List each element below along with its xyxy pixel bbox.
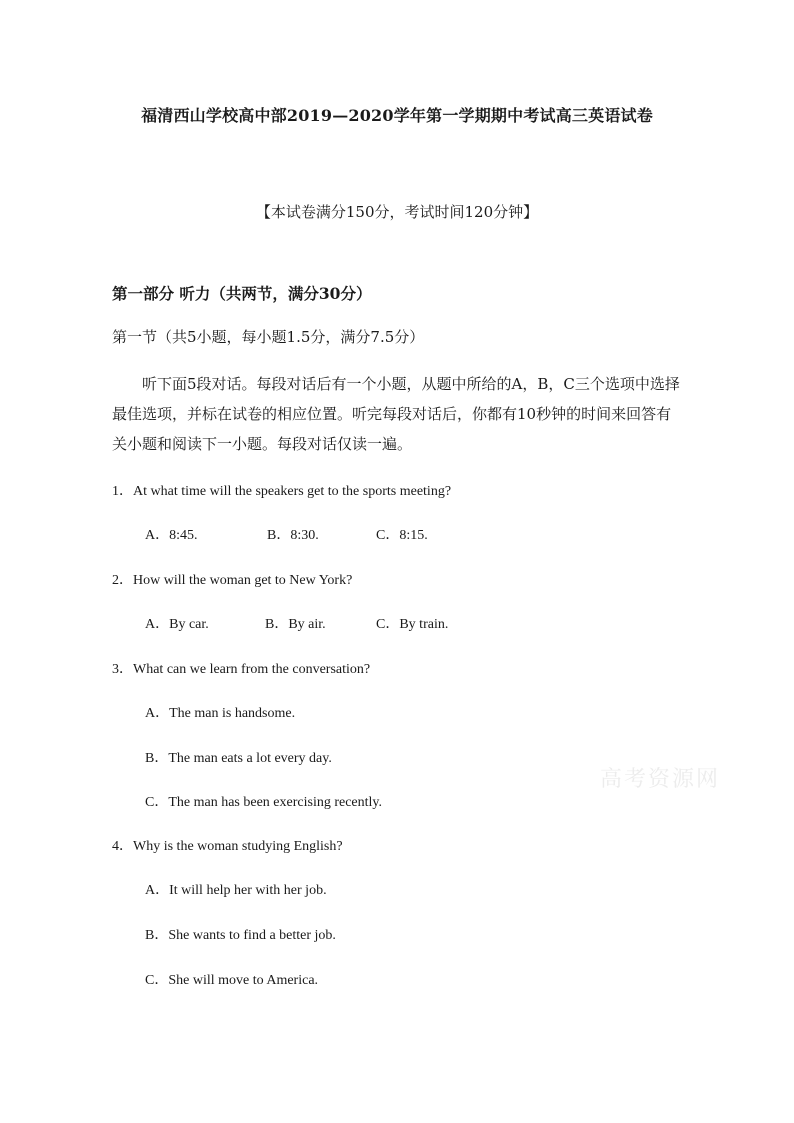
question-1: 1．At what time will the speakers get to the sports meeting? bbox=[112, 484, 452, 499]
instructions-paragraph: 听下面5段对话。每段对话后有一个小题，从题中所给的A，B，C三个选项中选择最佳选项，并标在试卷的相应位置。听完每段对话后，你都有10秒钟的时间来回答有关小题和阅读下一小题。每段对话仅读一遍。 bbox=[112, 375, 680, 453]
option-b: B．By air. bbox=[265, 617, 326, 632]
question-3-option-b: B．The man eats a lot every day. bbox=[145, 751, 332, 766]
question-4-option-b: B．She wants to find a better job. bbox=[145, 928, 336, 943]
option-a: A．8:45. bbox=[145, 528, 198, 543]
question-2: 2．How will the woman get to New York? bbox=[112, 573, 353, 588]
part-heading: 第一部分 听力（共两节，满分30分） bbox=[112, 284, 372, 303]
option-c: C．By train. bbox=[376, 617, 449, 632]
question-3: 3．What can we learn from the conversation? bbox=[112, 662, 371, 677]
option-a: A．By car. bbox=[145, 617, 209, 632]
question-4: 4．Why is the woman studying English? bbox=[112, 839, 343, 854]
exam-meta: 【本试卷满分150分，考试时间120分钟】 bbox=[255, 203, 539, 221]
watermark: 高考资源网 bbox=[600, 767, 721, 792]
exam-title: 福清西山学校高中部2019—2020学年第一学期期中考试高三英语试卷 bbox=[141, 106, 653, 125]
question-4-option-c: C．She will move to America. bbox=[145, 973, 319, 988]
section-heading: 第一节（共5小题，每小题1.5分，满分7.5分） bbox=[112, 328, 425, 346]
question-4-option-a: A．It will help her with her job. bbox=[145, 883, 327, 898]
question-1-options bbox=[145, 524, 428, 544]
option-b: B．8:30. bbox=[267, 528, 319, 543]
question-3-option-c: C．The man has been exercising recently. bbox=[145, 795, 383, 810]
question-3-option-a: A．The man is handsome. bbox=[145, 706, 296, 721]
question-2-options bbox=[145, 613, 448, 633]
option-c: C．8:15. bbox=[376, 528, 428, 543]
